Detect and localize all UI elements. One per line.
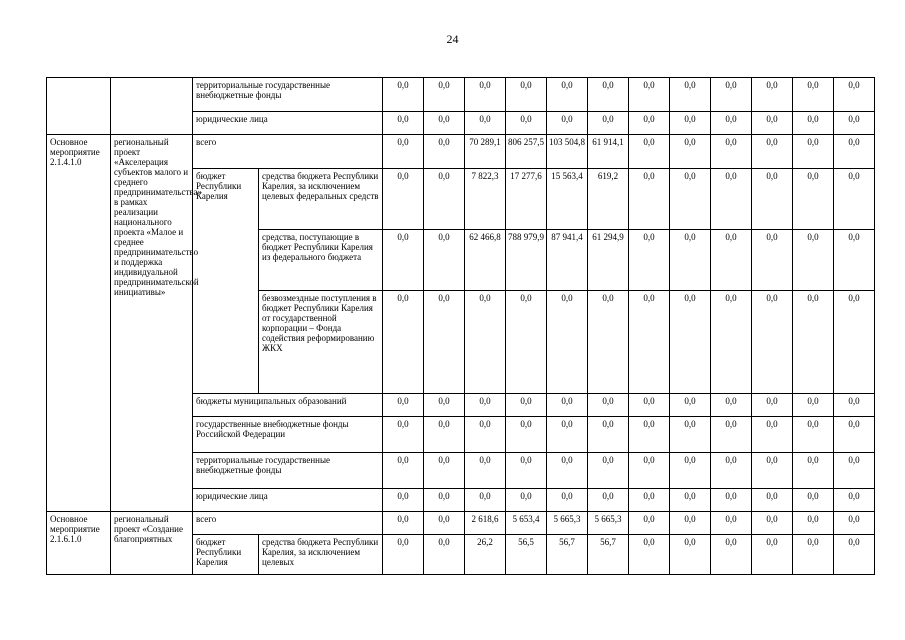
value-cell: 5 653,4 — [506, 512, 547, 535]
event-cell: Основное мероприятие 2.1.4.1.0 — [47, 135, 111, 512]
value-cell: 0,0 — [834, 512, 875, 535]
value-cell: 0,0 — [383, 78, 424, 112]
value-cell: 619,2 — [588, 169, 629, 230]
value-cell: 0,0 — [711, 489, 752, 512]
value-cell: 0,0 — [424, 112, 465, 135]
value-cell: 0,0 — [752, 135, 793, 169]
value-cell: 0,0 — [465, 78, 506, 112]
value-cell: 0,0 — [711, 512, 752, 535]
source-label: государственные внебюджетные фонды Российской Федерации — [193, 417, 383, 453]
value-cell: 0,0 — [629, 535, 670, 575]
source-label: юридические лица — [193, 489, 383, 512]
value-cell: 0,0 — [834, 169, 875, 230]
value-cell: 0,0 — [506, 489, 547, 512]
source-sublabel: средства бюджета Республики Карелия, за исключением целевых — [259, 535, 383, 575]
value-cell: 5 665,3 — [588, 512, 629, 535]
value-cell: 56,7 — [588, 535, 629, 575]
value-cell: 0,0 — [465, 417, 506, 453]
value-cell: 0,0 — [383, 512, 424, 535]
value-cell: 0,0 — [711, 78, 752, 112]
value-cell: 0,0 — [711, 230, 752, 291]
value-cell: 0,0 — [424, 535, 465, 575]
value-cell: 0,0 — [793, 112, 834, 135]
value-cell: 0,0 — [383, 535, 424, 575]
value-cell: 0,0 — [506, 112, 547, 135]
value-cell: 0,0 — [506, 417, 547, 453]
value-cell: 0,0 — [424, 230, 465, 291]
value-cell: 56,7 — [547, 535, 588, 575]
value-cell: 0,0 — [424, 394, 465, 417]
value-cell: 0,0 — [752, 78, 793, 112]
value-cell: 0,0 — [547, 112, 588, 135]
value-cell: 0,0 — [465, 489, 506, 512]
value-cell: 0,0 — [670, 78, 711, 112]
value-cell: 5 665,3 — [547, 512, 588, 535]
value-cell: 0,0 — [670, 512, 711, 535]
value-cell: 0,0 — [465, 453, 506, 489]
source-label: всего — [193, 135, 383, 169]
value-cell: 0,0 — [424, 489, 465, 512]
value-cell: 0,0 — [793, 291, 834, 394]
page-number: 24 — [446, 32, 459, 46]
value-cell: 0,0 — [465, 394, 506, 417]
value-cell: 0,0 — [834, 112, 875, 135]
value-cell: 0,0 — [588, 291, 629, 394]
source-label: территориальные государственные внебюджетные фонды — [193, 453, 383, 489]
value-cell: 56,5 — [506, 535, 547, 575]
value-cell: 0,0 — [711, 135, 752, 169]
value-cell: 0,0 — [670, 417, 711, 453]
project-cell: региональный проект «Акселерация субъектов малого и среднего предпринимательства» в рамках реализации национального проекта «Малое и среднее предпринимательство и поддержка индивидуальной предпринимательской инициативы» — [111, 135, 193, 512]
value-cell: 0,0 — [793, 535, 834, 575]
value-cell: 0,0 — [424, 135, 465, 169]
value-cell: 0,0 — [629, 135, 670, 169]
value-cell: 0,0 — [424, 512, 465, 535]
source-label: территориальные государственные внебюджетные фонды — [193, 78, 383, 112]
value-cell: 0,0 — [424, 78, 465, 112]
value-cell: 0,0 — [711, 169, 752, 230]
value-cell: 0,0 — [752, 417, 793, 453]
value-cell: 0,0 — [424, 169, 465, 230]
value-cell: 0,0 — [834, 135, 875, 169]
event-cell: Основное мероприятие 2.1.6.1.0 — [47, 512, 111, 575]
value-cell: 0,0 — [752, 291, 793, 394]
value-cell: 0,0 — [629, 291, 670, 394]
value-cell: 0,0 — [424, 291, 465, 394]
project-cell: региональный проект «Создание благоприятных — [111, 512, 193, 575]
value-cell: 0,0 — [834, 291, 875, 394]
value-cell: 70 289,1 — [465, 135, 506, 169]
value-cell: 0,0 — [506, 291, 547, 394]
value-cell: 0,0 — [547, 489, 588, 512]
value-cell: 0,0 — [711, 535, 752, 575]
value-cell: 26,2 — [465, 535, 506, 575]
value-cell: 0,0 — [752, 535, 793, 575]
value-cell: 0,0 — [465, 291, 506, 394]
value-cell: 0,0 — [506, 394, 547, 417]
value-cell: 0,0 — [547, 394, 588, 417]
value-cell: 0,0 — [629, 453, 670, 489]
value-cell: 2 618,6 — [465, 512, 506, 535]
table-row — [47, 135, 875, 169]
value-cell: 0,0 — [629, 417, 670, 453]
value-cell: 17 277,6 — [506, 169, 547, 230]
value-cell: 103 504,8 — [547, 135, 588, 169]
value-cell: 0,0 — [547, 453, 588, 489]
value-cell: 0,0 — [793, 230, 834, 291]
value-cell: 0,0 — [629, 112, 670, 135]
value-cell: 0,0 — [383, 169, 424, 230]
value-cell: 0,0 — [670, 535, 711, 575]
value-cell: 0,0 — [834, 394, 875, 417]
source-label: юридические лица — [193, 112, 383, 135]
value-cell: 0,0 — [629, 169, 670, 230]
value-cell: 0,0 — [834, 489, 875, 512]
value-cell: 806 257,5 — [506, 135, 547, 169]
value-cell: 61 294,9 — [588, 230, 629, 291]
value-cell: 0,0 — [547, 291, 588, 394]
value-cell: 0,0 — [711, 291, 752, 394]
value-cell: 0,0 — [506, 78, 547, 112]
value-cell: 0,0 — [588, 78, 629, 112]
source-sublabel: средства бюджета Республики Карелия, за исключением целевых федеральных средств — [259, 169, 383, 230]
value-cell: 62 466,8 — [465, 230, 506, 291]
value-cell: 0,0 — [793, 394, 834, 417]
value-cell: 0,0 — [834, 453, 875, 489]
source-label: всего — [193, 512, 383, 535]
value-cell: 0,0 — [465, 112, 506, 135]
value-cell: 0,0 — [383, 135, 424, 169]
value-cell: 0,0 — [588, 112, 629, 135]
value-cell: 0,0 — [629, 512, 670, 535]
value-cell: 0,0 — [670, 135, 711, 169]
value-cell: 0,0 — [752, 453, 793, 489]
value-cell: 0,0 — [793, 512, 834, 535]
value-cell: 0,0 — [506, 453, 547, 489]
value-cell: 0,0 — [383, 291, 424, 394]
value-cell: 0,0 — [711, 112, 752, 135]
value-cell: 0,0 — [752, 512, 793, 535]
value-cell: 87 941,4 — [547, 230, 588, 291]
value-cell: 0,0 — [588, 453, 629, 489]
value-cell: 0,0 — [752, 230, 793, 291]
value-cell: 0,0 — [670, 489, 711, 512]
value-cell: 0,0 — [424, 453, 465, 489]
value-cell: 0,0 — [383, 453, 424, 489]
value-cell: 0,0 — [424, 417, 465, 453]
value-cell: 0,0 — [547, 417, 588, 453]
value-cell: 0,0 — [752, 169, 793, 230]
value-cell: 0,0 — [670, 394, 711, 417]
value-cell: 788 979,9 — [506, 230, 547, 291]
value-cell: 0,0 — [383, 112, 424, 135]
value-cell: 0,0 — [834, 78, 875, 112]
value-cell: 61 914,1 — [588, 135, 629, 169]
value-cell: 0,0 — [711, 394, 752, 417]
value-cell: 0,0 — [670, 112, 711, 135]
value-cell: 0,0 — [752, 112, 793, 135]
value-cell: 0,0 — [793, 417, 834, 453]
value-cell: 0,0 — [670, 291, 711, 394]
value-cell: 0,0 — [629, 230, 670, 291]
table-row — [47, 512, 875, 535]
value-cell: 0,0 — [670, 169, 711, 230]
value-cell: 0,0 — [711, 453, 752, 489]
value-cell: 0,0 — [752, 489, 793, 512]
source-sublabel: средства, поступающие в бюджет Республики Карелия из федерального бюджета — [259, 230, 383, 291]
source-label: бюджеты муниципальных образований — [193, 394, 383, 417]
value-cell: 15 563,4 — [547, 169, 588, 230]
value-cell: 0,0 — [547, 78, 588, 112]
budget-table — [46, 77, 875, 575]
value-cell: 0,0 — [588, 417, 629, 453]
value-cell: 0,0 — [711, 417, 752, 453]
value-cell: 0,0 — [629, 394, 670, 417]
table-row — [47, 78, 875, 112]
value-cell: 0,0 — [834, 535, 875, 575]
value-cell: 0,0 — [629, 489, 670, 512]
project-cell — [111, 78, 193, 135]
value-cell: 0,0 — [383, 489, 424, 512]
value-cell: 0,0 — [834, 417, 875, 453]
event-cell — [47, 78, 111, 135]
budget-group-label: бюджет Республики Карелия — [193, 535, 259, 575]
value-cell: 0,0 — [670, 453, 711, 489]
budget-group-label: бюджет Республики Карелия — [193, 169, 259, 394]
value-cell: 0,0 — [383, 417, 424, 453]
value-cell: 0,0 — [752, 394, 793, 417]
value-cell: 0,0 — [629, 78, 670, 112]
value-cell: 0,0 — [793, 78, 834, 112]
value-cell: 0,0 — [383, 230, 424, 291]
value-cell: 0,0 — [793, 453, 834, 489]
value-cell: 0,0 — [383, 394, 424, 417]
value-cell: 7 822,3 — [465, 169, 506, 230]
value-cell: 0,0 — [834, 230, 875, 291]
value-cell: 0,0 — [670, 230, 711, 291]
source-sublabel: безвозмездные поступления в бюджет Республики Карелия от государственной корпорации – Фонда содействия реформированию ЖКХ — [259, 291, 383, 394]
value-cell: 0,0 — [793, 169, 834, 230]
value-cell: 0,0 — [793, 135, 834, 169]
value-cell: 0,0 — [793, 489, 834, 512]
value-cell: 0,0 — [588, 489, 629, 512]
value-cell: 0,0 — [588, 394, 629, 417]
